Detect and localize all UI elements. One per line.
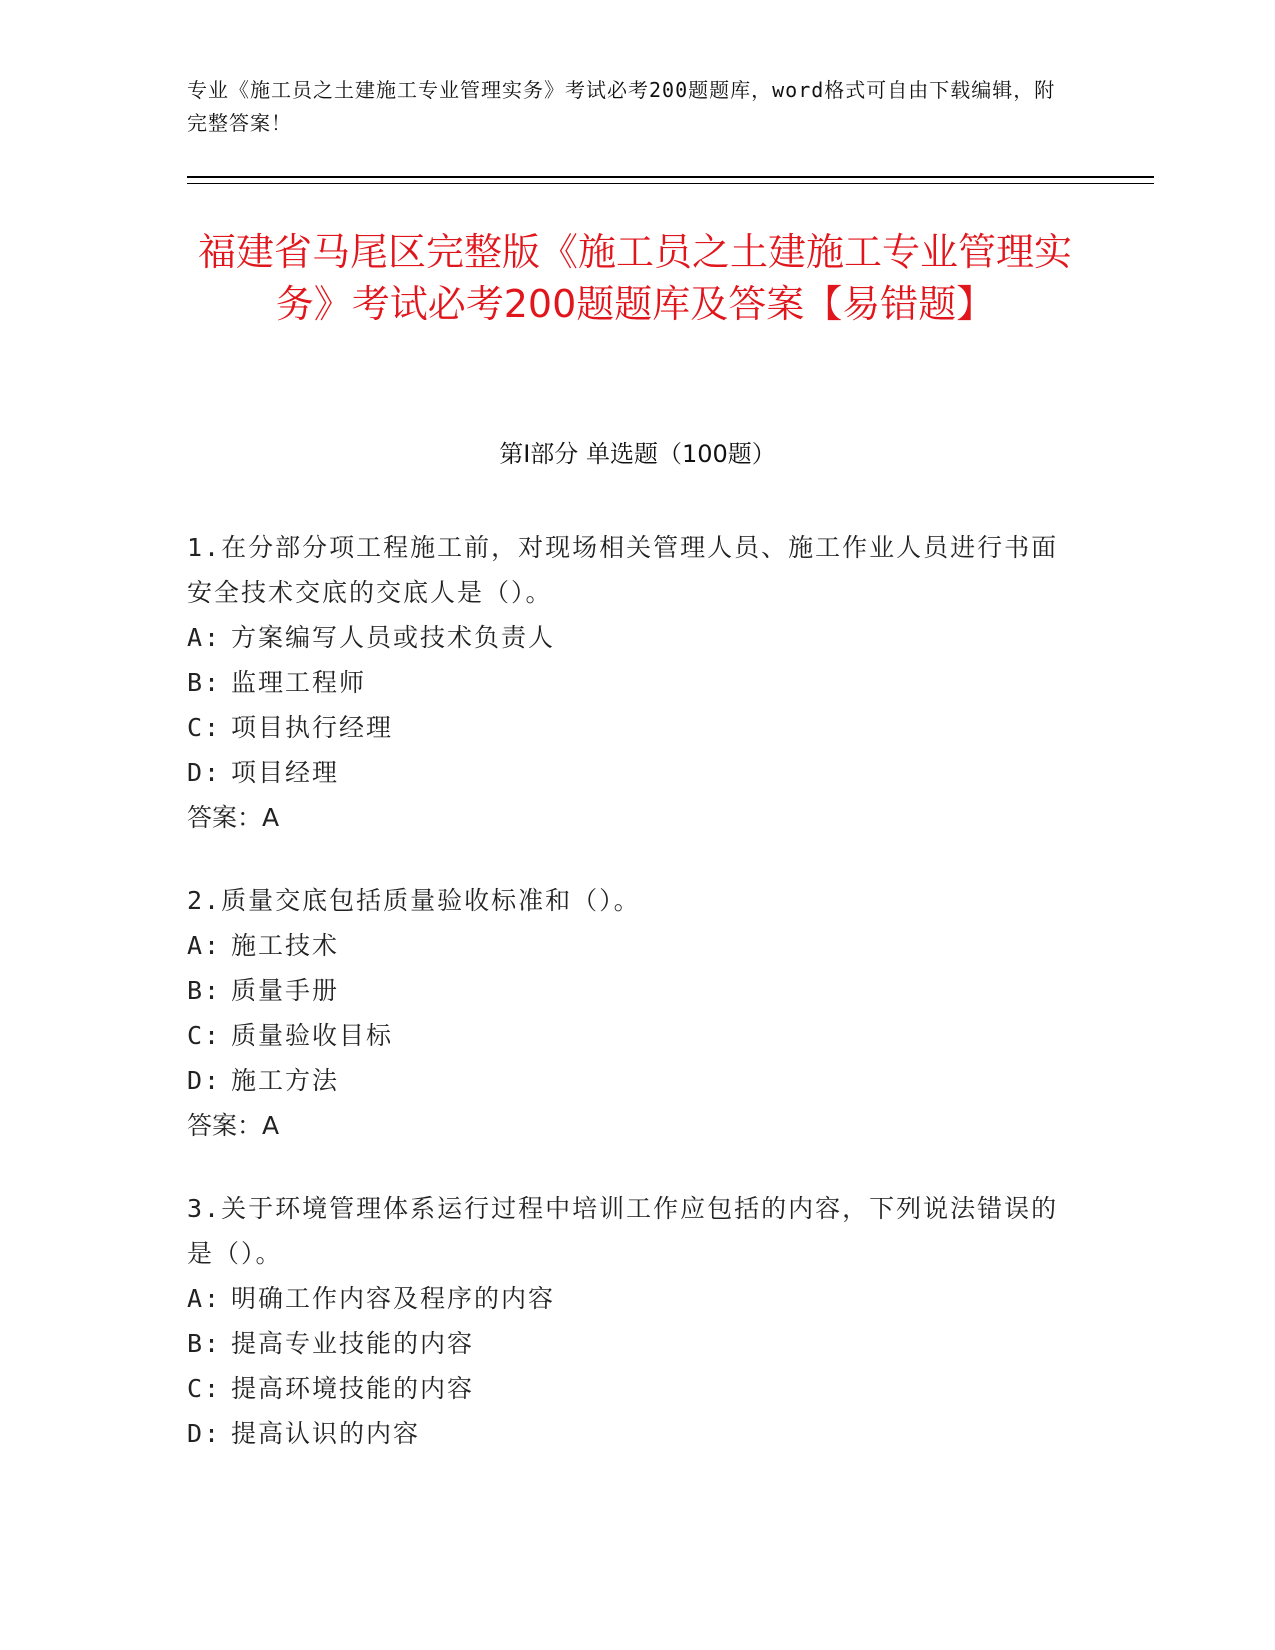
question-3	[187, 1186, 1067, 1456]
question-stem: 3.关于环境管理体系运行过程中培训工作应包括的内容，下列说法错误的是（）。	[187, 1194, 1059, 1268]
option-key: D:	[187, 1419, 222, 1448]
option-key: D:	[187, 758, 222, 787]
option-text: 监理工程师	[231, 668, 367, 697]
option-d	[187, 1058, 1067, 1103]
question-1	[187, 525, 1067, 840]
option-b	[187, 968, 1067, 1013]
answer-line: 答案：A	[187, 803, 280, 832]
option-text: 项目执行经理	[231, 713, 394, 742]
header-note: 专业《施工员之土建施工专业管理实务》考试必考200题题库，word格式可自由下载编辑，附完整答案！	[187, 78, 1056, 135]
question-2	[187, 878, 1067, 1148]
option-c	[187, 1013, 1067, 1058]
option-text: 提高专业技能的内容	[231, 1329, 475, 1358]
option-c	[187, 1366, 1067, 1411]
question-list	[187, 525, 1067, 1494]
option-text: 提高认识的内容	[231, 1419, 421, 1448]
option-b	[187, 1321, 1067, 1366]
option-c	[187, 705, 1067, 750]
option-b	[187, 660, 1067, 705]
option-key: B:	[187, 1329, 222, 1358]
option-key: A:	[187, 623, 222, 652]
option-key: A:	[187, 1284, 222, 1313]
option-d	[187, 750, 1067, 795]
option-text: 质量验收目标	[231, 1021, 394, 1050]
section-heading: 第I部分 单选题（100题）	[499, 440, 776, 468]
document-title: 福建省马尾区完整版《施工员之土建施工专业管理实务》考试必考200题题库及答案【易错题】	[197, 230, 1072, 326]
option-key: C:	[187, 1374, 222, 1403]
question-stem: 1.在分部分项工程施工前，对现场相关管理人员、施工作业人员进行书面安全技术交底的交底人是（）。	[187, 533, 1059, 607]
option-key: C:	[187, 1021, 222, 1050]
option-key: C:	[187, 713, 222, 742]
option-key: A:	[187, 931, 222, 960]
option-key: B:	[187, 668, 222, 697]
option-a	[187, 923, 1067, 968]
option-a	[187, 615, 1067, 660]
question-stem: 2.质量交底包括质量验收标准和（）。	[187, 886, 641, 915]
option-text: 施工技术	[231, 931, 340, 960]
option-d	[187, 1411, 1067, 1456]
option-text: 项目经理	[231, 758, 340, 787]
option-key: D:	[187, 1066, 222, 1095]
header-rule-thin	[187, 183, 1154, 184]
answer-line: 答案：A	[187, 1111, 280, 1140]
option-key: B:	[187, 976, 222, 1005]
option-text: 质量手册	[231, 976, 340, 1005]
option-text: 明确工作内容及程序的内容	[231, 1284, 556, 1313]
option-a	[187, 1276, 1067, 1321]
header-rule-thick	[187, 176, 1154, 178]
option-text: 施工方法	[231, 1066, 340, 1095]
option-text: 提高环境技能的内容	[231, 1374, 475, 1403]
option-text: 方案编写人员或技术负责人	[231, 623, 556, 652]
